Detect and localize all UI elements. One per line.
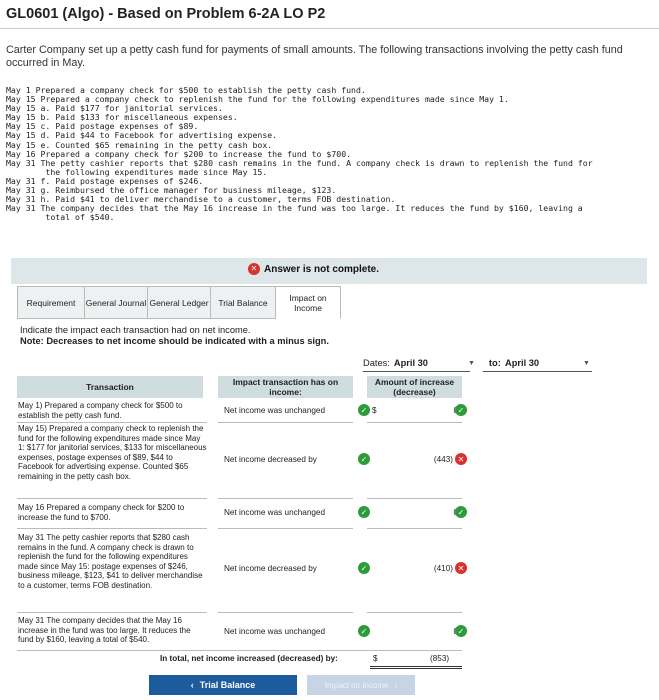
prev-button-label: Trial Balance xyxy=(199,680,256,690)
next-impact-on-income-button[interactable] xyxy=(307,675,415,695)
transaction-cell: May 1) Prepared a company check for $500 to establish the petty cash fund. xyxy=(18,401,183,420)
transaction-line: total of $540. xyxy=(6,212,115,223)
dates-to-label: to: xyxy=(488,358,501,368)
tab-impact-on-income[interactable]: Impact on Income xyxy=(276,286,341,319)
impact-select[interactable]: Net income decreased by xyxy=(224,564,317,573)
row-divider xyxy=(367,612,462,613)
date-from-underline xyxy=(363,371,470,372)
row-divider xyxy=(367,498,462,499)
transactions-list xyxy=(6,86,656,222)
row-divider xyxy=(367,422,462,423)
problem-intro: Carter Company set up a petty cash fund for payments of small amounts. The following transactions involving the petty cash fund occurred in May. xyxy=(6,44,623,69)
transaction-line: May 16 Prepared a company check for $200 to increase the fund to $700. xyxy=(6,148,352,159)
row-divider xyxy=(218,422,353,423)
correct-check-icon: ✓ xyxy=(455,625,467,637)
tab-requirement[interactable]: Requirement xyxy=(17,286,85,319)
instructions xyxy=(20,325,329,347)
amount-input[interactable] xyxy=(420,508,458,517)
transaction-line: May 31 The petty cashier reports that $280 cash remains in the fund. A company check is drawn to replenish the fund for xyxy=(6,157,593,168)
dollar-sign: $ xyxy=(372,406,377,415)
total-underline xyxy=(370,666,462,667)
row-divider xyxy=(17,650,462,651)
impact-select[interactable]: Net income decreased by xyxy=(224,455,317,464)
prev-trial-balance-button[interactable] xyxy=(149,675,297,695)
header-impact: Impact transaction has on income: xyxy=(218,376,353,398)
row-divider xyxy=(17,612,207,613)
date-range xyxy=(363,358,501,368)
date-to-underline xyxy=(483,371,592,372)
incomplete-x-icon: ✕ xyxy=(248,263,260,275)
amount-input[interactable] xyxy=(420,406,458,415)
correct-check-icon: ✓ xyxy=(358,404,370,416)
transaction-line: May 15 a. Paid $177 for janitorial services. xyxy=(6,103,223,114)
transaction-cell: May 31 The petty cashier reports that $280 cash remains in the fund. A company check is drawn to replenish the fund for the following expenditures made since May 15: postage expenses of $246, business mileage, $123, $41 to deliver merchandise to a customer, terms FOB destination. xyxy=(18,533,203,590)
impact-select[interactable]: Net income was unchanged xyxy=(224,508,326,517)
instructions-line: Indicate the impact each transaction had on net income. xyxy=(20,325,251,335)
total-amount: (853) xyxy=(430,654,450,663)
row-divider xyxy=(218,528,353,529)
chevron-right-icon: › xyxy=(394,680,398,690)
correct-check-icon: ✓ xyxy=(358,562,370,574)
impact-select[interactable]: Net income was unchanged xyxy=(224,406,326,415)
impact-select[interactable]: Net income was unchanged xyxy=(224,627,326,636)
tab-general-journal[interactable]: General Journal xyxy=(85,286,148,319)
header-amount: Amount of increase (decrease) xyxy=(367,376,462,398)
tab-trial-balance[interactable]: Trial Balance xyxy=(211,286,276,319)
transaction-line: May 15 b. Paid $133 for miscellaneous expenses. xyxy=(6,112,238,123)
total-double-underline xyxy=(370,668,462,669)
transaction-line: May 15 c. Paid postage expenses of $89. xyxy=(6,121,199,132)
amount-input[interactable] xyxy=(420,627,458,636)
correct-check-icon: ✓ xyxy=(358,506,370,518)
transaction-cell: May 16 Prepared a company check for $200 to increase the fund to $700. xyxy=(18,503,185,522)
next-button-label: Impact on Income xyxy=(324,680,389,690)
correct-check-icon: ✓ xyxy=(455,506,467,518)
transaction-line: May 31 f. Paid postage expenses of $246. xyxy=(6,175,204,186)
page-title: GL0601 (Algo) - Based on Problem 6-2A LO P2 xyxy=(6,6,326,22)
transaction-cell: May 31 The company decides that the May 16 increase in the fund was too large. It reduces the fund by $160, leaving a total of $540. xyxy=(18,616,191,645)
correct-check-icon: ✓ xyxy=(358,453,370,465)
transaction-line: May 31 h. Paid $41 to deliver merchandise to a customer, terms FOB destination. xyxy=(6,194,396,205)
row-divider xyxy=(218,612,353,613)
transaction-line: May 31 The company decides that the May 16 increase in the fund was too large. It reduces the fund by $160, leaving a xyxy=(6,203,583,214)
transaction-line: May 31 g. Reimbursed the office manager for business mileage, $123. xyxy=(6,185,337,196)
answer-status-banner xyxy=(11,258,647,284)
title-divider xyxy=(0,28,659,29)
transaction-line: May 1 Prepared a company check for $500 to establish the petty cash fund. xyxy=(6,85,366,95)
transaction-cell: May 15) Prepared a company check to replenish the fund for the following expenditures made since May 1: $177 for janitorial services, $133 for miscellaneous expenses, postage expenses of $89, $44 to Facebook for advertising expense. Counted $65 remaining in the petty cash box. xyxy=(18,424,207,481)
correct-check-icon: ✓ xyxy=(358,625,370,637)
transaction-line: the following expenditures made since May 15. xyxy=(6,166,268,177)
instructions-note: Note: Decreases to net income should be indicated with a minus sign. xyxy=(20,336,329,346)
amount-input[interactable]: (410) xyxy=(433,564,453,573)
incorrect-x-icon: ✕ xyxy=(455,562,467,574)
row-divider xyxy=(218,498,353,499)
total-label: In total, net income increased (decreased) by: xyxy=(160,654,338,663)
amount-input[interactable]: (443) xyxy=(433,455,453,464)
transaction-line: May 15 Prepared a company check to replenish the fund for the following expenditures made since May 1. xyxy=(6,94,509,105)
row-divider xyxy=(17,422,207,423)
chevron-down-icon[interactable]: ▼ xyxy=(583,360,590,367)
tab-bar xyxy=(17,286,341,319)
correct-check-icon: ✓ xyxy=(455,404,467,416)
chevron-left-icon: ‹ xyxy=(190,680,194,690)
row-divider xyxy=(367,528,462,529)
row-divider xyxy=(17,528,207,529)
row-divider xyxy=(17,498,207,499)
header-transaction: Transaction xyxy=(17,376,203,398)
incorrect-x-icon: ✕ xyxy=(455,453,467,465)
dates-label: Dates: xyxy=(363,358,390,368)
transaction-line: May 15 d. Paid $44 to Facebook for advertising expense. xyxy=(6,130,278,141)
date-from-select[interactable]: April 30 xyxy=(393,358,428,368)
total-dollar-sign: $ xyxy=(373,654,378,663)
tab-general-ledger[interactable]: General Ledger xyxy=(148,286,211,319)
answer-status-text: Answer is not complete. xyxy=(264,263,380,275)
transaction-line: May 15 e. Counted $65 remaining in the petty cash box. xyxy=(6,139,273,150)
chevron-down-icon[interactable]: ▼ xyxy=(467,359,475,367)
date-to-select[interactable]: April 30 xyxy=(505,358,540,368)
